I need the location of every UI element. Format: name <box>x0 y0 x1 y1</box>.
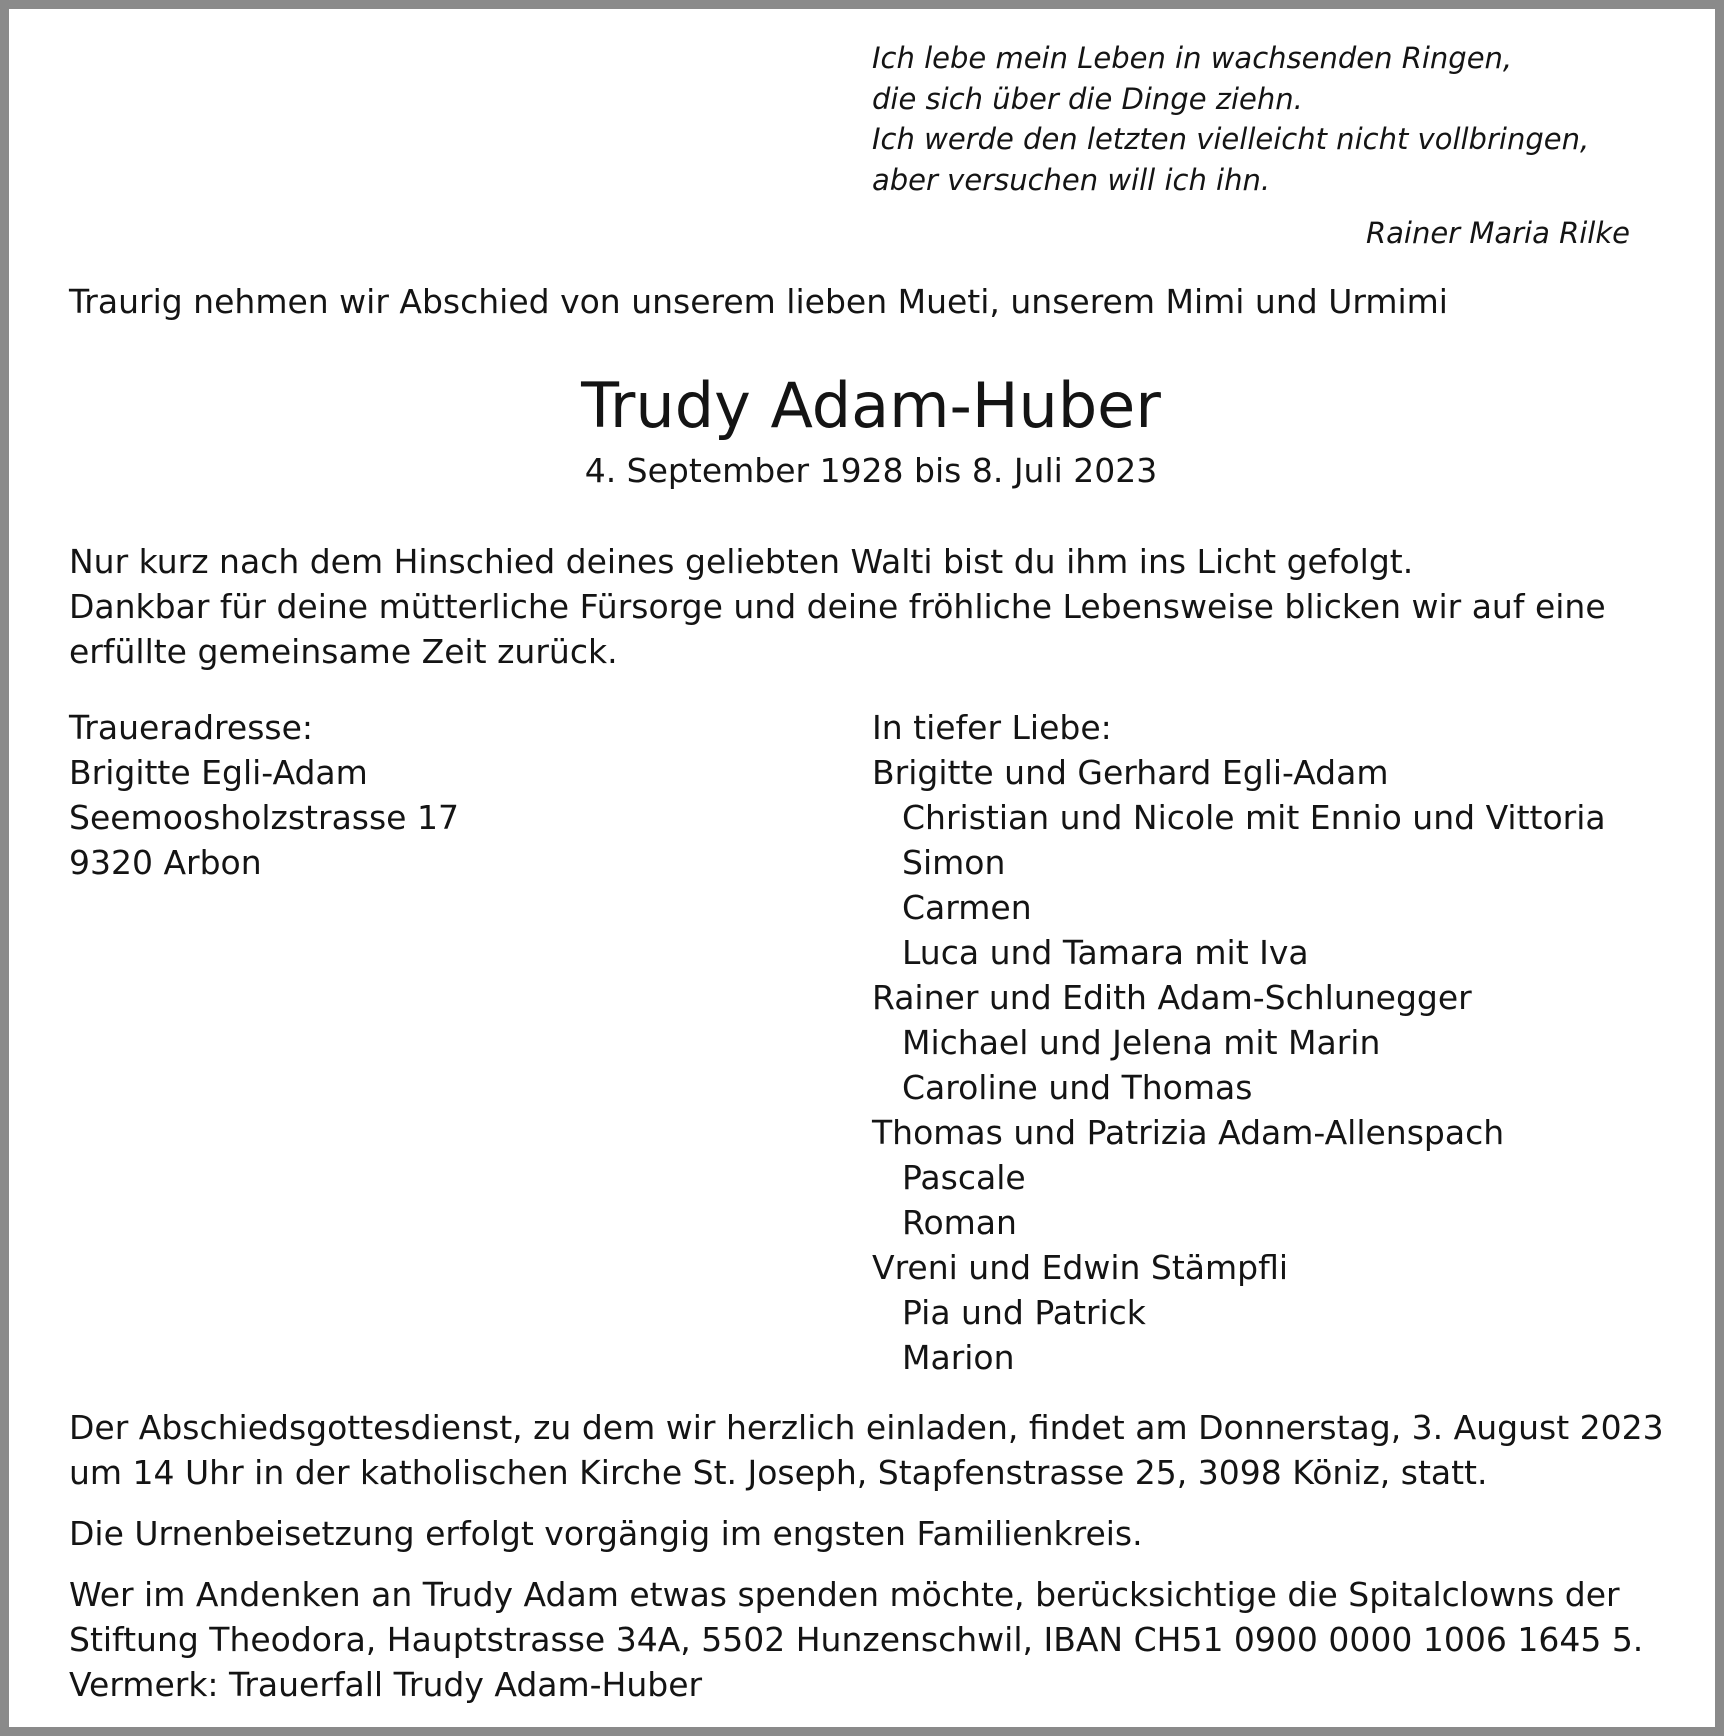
message <box>69 539 1606 674</box>
family-member-descendant: Simon <box>902 843 1006 882</box>
address-line: 9320 Arbon <box>69 843 262 882</box>
obituary-card <box>9 9 1715 1727</box>
service-line: Der Abschiedsgottesdienst, zu dem wir herzlich einladen, findet am Donnerstag, 3. August 2023 <box>69 1408 1664 1447</box>
intro-text: Traurig nehmen wir Abschied von unserem lieben Mueti, unserem Mimi und Urmimi <box>69 282 1448 321</box>
deceased-name: Trudy Adam-Huber <box>581 369 1161 442</box>
poem-line: aber versuchen will ich ihn. <box>872 162 1271 197</box>
poem-line: Ich werde den letzten vielleicht nicht vollbringen, <box>872 122 1590 156</box>
poem-line: Ich lebe mein Leben in wachsenden Ringen, <box>872 41 1513 75</box>
family-member: Thomas und Patrizia Adam-Allenspach <box>872 1113 1505 1152</box>
family-entries <box>872 750 1606 1380</box>
message-line: Nur kurz nach dem Hinschied deines geliebten Walti bist du ihm ins Licht gefolgt. <box>69 542 1414 581</box>
service-line: um 14 Uhr in der katholischen Kirche St. Joseph, Stapfenstrasse 25, 3098 Köniz, statt. <box>69 1453 1488 1492</box>
donation-line: Wer im Andenken an Trudy Adam etwas spenden möchte, berücksichtige die Spitalclowns der <box>69 1575 1620 1614</box>
burial-info: Die Urnenbeisetzung erfolgt vorgängig im engsten Familienkreis. <box>69 1514 1143 1553</box>
address-line: Brigitte Egli-Adam <box>69 753 368 792</box>
address-line: Seemoosholzstrasse 17 <box>69 798 459 837</box>
life-dates: 4. September 1928 bis 8. Juli 2023 <box>584 451 1158 490</box>
poem <box>872 38 1589 200</box>
family-member-descendant: Roman <box>902 1203 1017 1242</box>
message-line: Dankbar für deine mütterliche Fürsorge und deine fröhliche Lebensweise blicken wir auf eine <box>69 587 1606 626</box>
service-info <box>69 1405 1664 1495</box>
donation-info <box>69 1572 1643 1707</box>
mourning-address <box>69 705 459 885</box>
poem-line: die sich über die Dinge ziehn. <box>872 81 1303 116</box>
family-member-descendant: Carmen <box>902 888 1032 927</box>
family-member-descendant: Luca und Tamara mit Iva <box>902 933 1309 972</box>
family-member-descendant: Pia und Patrick <box>902 1293 1146 1332</box>
poem-author: Rainer Maria Rilke <box>1365 216 1630 250</box>
address-heading: Traueradresse: <box>69 708 314 747</box>
donation-line: Stiftung Theodora, Hauptstrasse 34A, 5502 Hunzenschwil, IBAN CH51 0900 0000 1006 1645 5. <box>69 1620 1644 1659</box>
donation-line: Vermerk: Trauerfall Trudy Adam-Huber <box>69 1665 703 1704</box>
family-member: Vreni und Edwin Stämpfli <box>872 1248 1289 1287</box>
family-member-descendant: Michael und Jelena mit Marin <box>902 1023 1381 1062</box>
family-member: Rainer und Edith Adam-Schlunegger <box>872 978 1472 1017</box>
family-member-descendant: Caroline und Thomas <box>902 1068 1253 1107</box>
message-line: erfüllte gemeinsame Zeit zurück. <box>69 632 618 671</box>
family-member-descendant: Pascale <box>902 1158 1026 1197</box>
family-heading: In tiefer Liebe: <box>872 708 1112 747</box>
family-member-descendant: Christian und Nicole mit Ennio und Vittoria <box>902 798 1606 837</box>
family-list <box>872 705 1606 1380</box>
family-member-descendant: Marion <box>902 1338 1015 1377</box>
family-member: Brigitte und Gerhard Egli-Adam <box>872 753 1389 792</box>
